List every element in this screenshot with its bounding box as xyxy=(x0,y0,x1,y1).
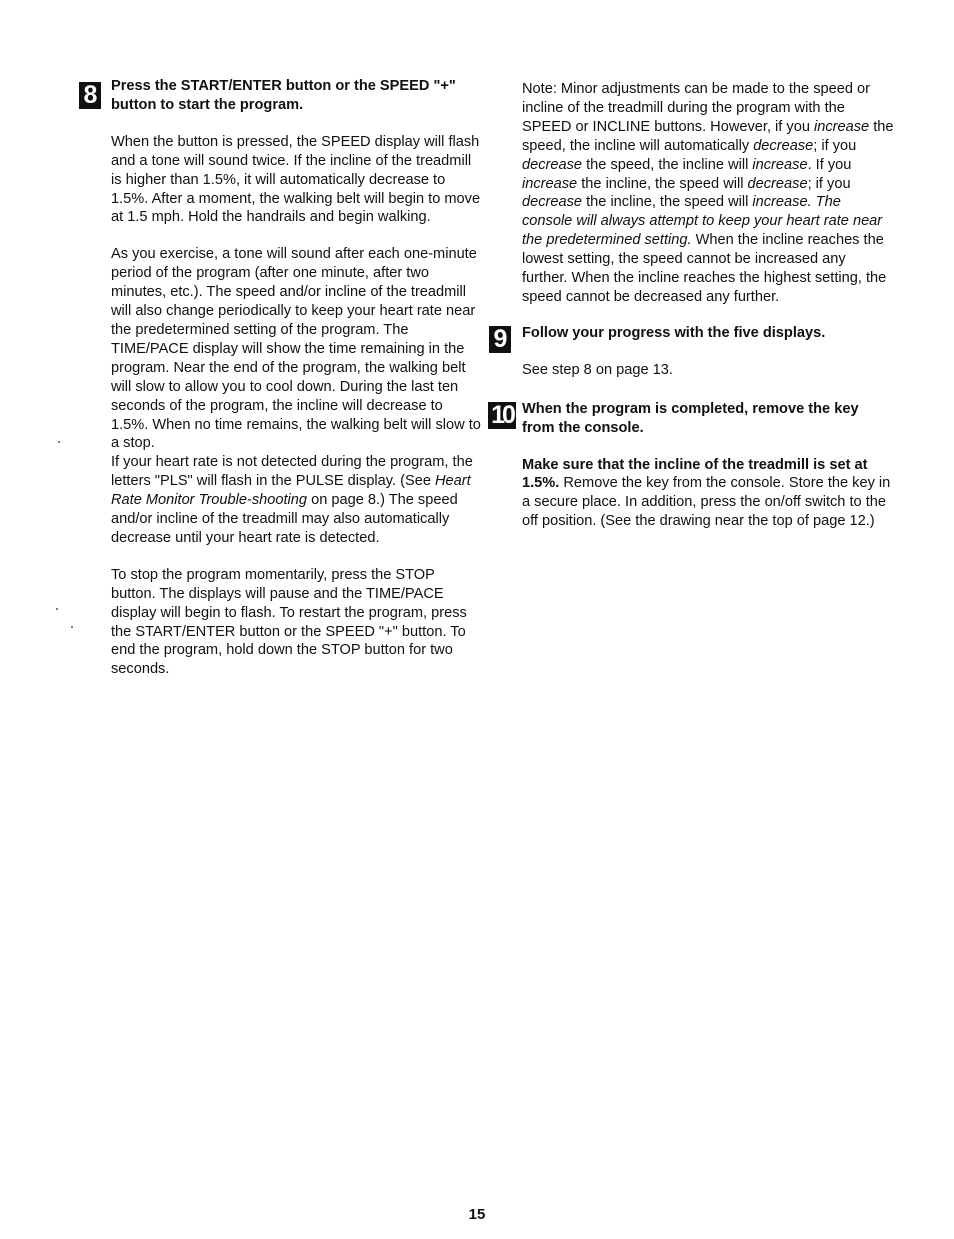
pulse-text-start: If your heart rate is not detected during the program, the letters "PLS" will flash in the PULSE display. (See xyxy=(111,454,473,490)
step-8 xyxy=(83,77,481,679)
page-number: 15 xyxy=(468,1206,486,1223)
note-paragraph xyxy=(522,80,894,307)
step-8-paragraph-2: As you exercise, a tone will sound after each one-minute period of the program (after one minute, after two minutes, etc.). The speed and/or incline of the treadmill will also change periodically to keep your heart rate near the predetermined setting of the program. The TIME/PACE display will show the time remaining in the program. Near the end of the program, the walking belt will slow to allow you to cool down. During the last ten seconds of the program, the incline will decrease to 1.5%. When no time remains, the walking belt will slow to a stop. xyxy=(111,246,481,452)
step-9 xyxy=(493,324,894,380)
note-text: . If you xyxy=(807,156,852,173)
step-10-body xyxy=(522,456,894,532)
note-italic: decrease xyxy=(753,137,814,154)
note-italic: increase xyxy=(814,118,870,135)
note-text: When the incline reaches the lowest setting, the speed cannot be increased any further. When the incline reaches the highest setting, the speed cannot be decreased any further. xyxy=(522,232,887,305)
step-9-badge: 9 xyxy=(489,326,511,353)
note-text: the incline, the speed will xyxy=(577,175,748,192)
step-10-badge: 10 xyxy=(488,402,516,429)
left-column xyxy=(83,77,481,679)
note-italic: increase xyxy=(752,156,808,173)
incline-warning: Make sure that the incline of the treadmill is set at 1.5%. xyxy=(522,456,868,492)
note-italic: decrease xyxy=(522,156,583,173)
scan-speck xyxy=(71,626,73,628)
note-italic: decrease xyxy=(522,194,583,211)
note-text: ; if you xyxy=(807,175,851,192)
troubleshooting-reference: Heart Rate Monitor Trouble-shooting xyxy=(111,473,471,509)
step-10-instructions: Remove the key from the console. Store the key in a secure place. In addition, press the on/off switch to the off position. (See the drawing near the top of page 12.) xyxy=(522,475,891,530)
note-italic: increase. The console will always attempt to keep your heart rate near the predetermined setting. xyxy=(522,194,883,249)
note-text: the speed, the incline will automatically xyxy=(522,118,894,154)
note-text: ; if you xyxy=(813,137,857,154)
scan-speck xyxy=(56,608,58,610)
step-8-heading: Press the START/ENTER button or the SPEED "+" button to start the program. xyxy=(111,78,456,113)
right-column xyxy=(491,80,894,531)
note-text: the incline, the speed will xyxy=(582,194,753,211)
step-9-heading: Follow your progress with the five displays. xyxy=(522,324,826,341)
step-10-heading: When the program is completed, remove the key from the console. xyxy=(522,400,859,436)
step-8-paragraph-3 xyxy=(111,453,481,548)
step-10 xyxy=(491,400,894,531)
note-italic: decrease xyxy=(747,175,808,192)
note-italic: increase xyxy=(522,175,578,192)
step-8-paragraph-4: To stop the program momentarily, press the STOP button. The displays will pause and the TIME/PACE display will begin to flash. To restart the program, press the START/ENTER button or the SPEED "+" button. To end the program, hold down the STOP button for two seconds. xyxy=(111,566,467,678)
note-text: the speed, the incline will xyxy=(582,156,753,173)
pulse-text-end: on page 8.) The speed and/or incline of the treadmill may also automatically decrease until your heart rate is detected. xyxy=(111,492,458,546)
scan-speck xyxy=(58,441,60,443)
step-8-paragraph-1: When the button is pressed, the SPEED display will flash and a tone will sound twice. If the incline of the treadmill is higher than 1.5%, it will automatically decrease to 1.5%. After a moment, the walking belt will begin to move at 1.5 mph. Hold the handrails and begin walking. xyxy=(111,133,481,226)
step-9-body: See step 8 on page 13. xyxy=(522,361,673,378)
step-8-badge: 8 xyxy=(79,82,101,109)
note-text: Note: Minor adjustments can be made to the speed or incline of the treadmill during the program with the SPEED or INCLINE buttons. However, if you xyxy=(522,81,871,135)
